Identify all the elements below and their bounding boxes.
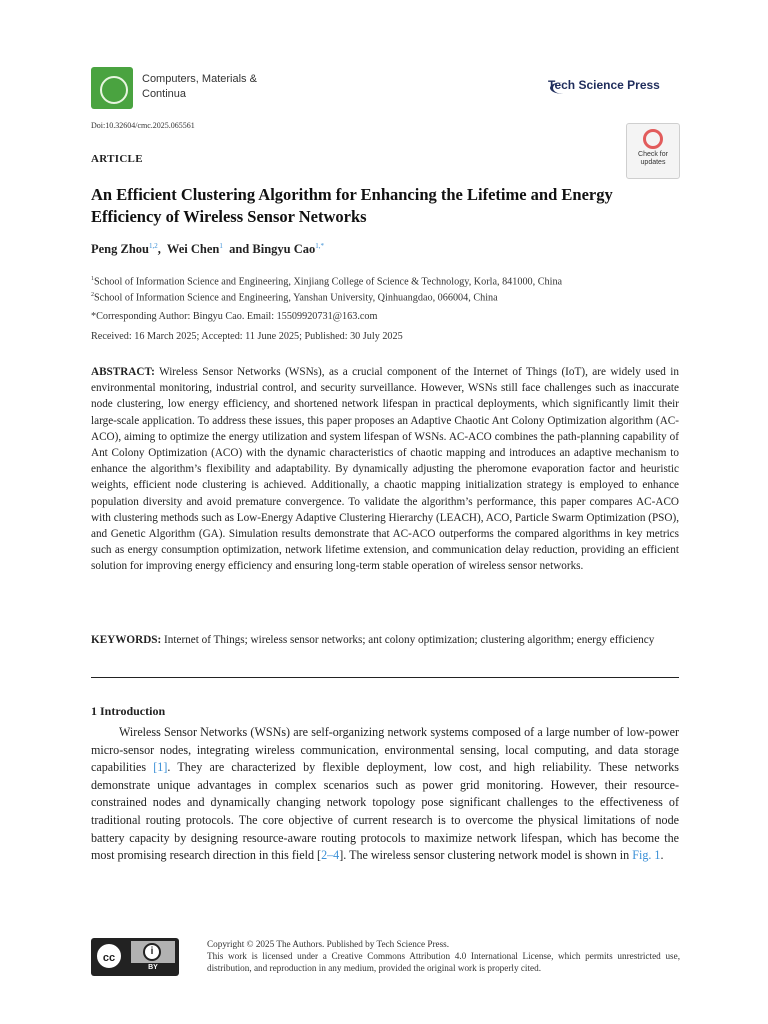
- check-updates-icon: [643, 129, 663, 149]
- affiliation: $^1$School of Information Science and Engineering, Xinjiang College of Science & Technology, Korla, 841000, China: [91, 276, 563, 288]
- author-name[interactable]: Wei Chen: [166, 242, 220, 257]
- article-type-label: ARTICLE: [91, 153, 143, 165]
- section-heading: 1 Introduction: [91, 704, 166, 718]
- attribution-icon: i: [143, 943, 161, 961]
- section-divider: [91, 677, 679, 678]
- license-text: This work is licensed under a Creative Commons Attribution 4.0 International License, which permits unrestricted use, distribution, and reproduction in any medium, provided the original work is properly cited.: [207, 950, 680, 973]
- copyright-text: Copyright © 2025 The Authors. Published by Tech Science Press.: [207, 939, 450, 949]
- publisher-name[interactable]: Tech Science Press: [548, 78, 660, 92]
- figure-link[interactable]: Fig. 1: [632, 848, 661, 863]
- citation-link[interactable]: [1]: [153, 760, 168, 775]
- abstract-text: Wireless Sensor Networks (WSNs), as a crucial component of the Internet of Things (IoT), are widely used in environmental monitoring, industrial control, and security surveillance. However, WSNs still face challenges such as inaccurate node clustering, low energy efficiency, and shortened network lifespan in practical deployments, which significantly limit their large-scale application. To address these issues, this paper proposes an Adaptive Chaotic Ant Colony Optimization algorithm (AC-ACO), aiming to optimize the energy utilization and system lifespan of WSNs. AC-ACO combines the path-planning capability of Ant Colony Optimization (ACO) with the dynamic characteristics of chaotic mapping and introduces an adaptive mechanism to enhance the algorithm’s flexibility and adaptability. By dynamically adjusting the pheromone evaporation factor and heuristic weights, efficient node clustering is achieved. Additionally, a chaotic mapping initialization strategy is employed to enhance population diversity and avoid premature convergence. To validate the algorithm’s performance, this paper compares AC-ACO with clustering methods such as Low-Energy Adaptive Clustering Hierarchy (LEACH), ACO, Particle Swarm Optimization (PSO), and Genetic Algorithm (GA). Simulation results demonstrate that AC-ACO outperforms the compared algorithms in key metrics such as energy consumption optimization, network lifetime extension, and communication delay reduction, providing an efficient solution for improving energy efficiency and ensuring long-term stable operation of wireless sensor networks.: [91, 366, 679, 573]
- by-label: BY: [131, 963, 175, 973]
- intro-paragraph: Wireless Sensor Networks (WSNs) are self-organizing network systems composed of a large number of low-power micro-sensor nodes, integrating wireless communication, environmental sensing, local computing, and data storage capabilities [1]. They are characterized by flexible deployment, low cost, and high reliability. These networks demonstrate unique advantages in complex scenarios such as power grid monitoring. However, their resource-constrained nodes and dynamically changing network topology pose significant challenges to the effectiveness of traditional routing protocols. The core objective of current research is to overcome the physical limitations of node battery capacity by designing resource-aware routing protocols to maximize network lifespan, which has become the most promising research direction in this field [2–4]. The wireless sensor clustering network model is shown in Fig. 1.: [91, 725, 679, 863]
- keywords: [91, 632, 679, 648]
- author-affiliation-mark[interactable]: 1: [219, 242, 223, 250]
- journal-name: Computers, Materials & Continua: [142, 73, 257, 100]
- article-title: An Efficient Clustering Algorithm for Enhancing the Lifetime and Energy Efficiency of Wireless Sensor Networks: [91, 185, 613, 226]
- license-notice: [207, 939, 680, 974]
- corresponding-author: *Corresponding Author: Bingyu Cao. Email: 15509920731@163.com: [91, 311, 378, 322]
- author-affiliation-mark[interactable]: 1,2: [149, 242, 158, 250]
- affiliation: $^2$School of Information Science and Engineering, Yanshan University, Qinhuangdao, 066004, China: [91, 292, 498, 304]
- author-name[interactable]: Peng Zhou: [91, 242, 150, 257]
- doi-link[interactable]: Doi:10.32604/cmc.2025.065561: [91, 121, 195, 130]
- author-affiliation-mark[interactable]: 1,*: [315, 242, 325, 250]
- author-name[interactable]: Bingyu Cao: [252, 242, 316, 257]
- keywords-text: Internet of Things; wireless sensor networks; ant colony optimization; clustering algorithm; energy efficiency: [164, 634, 655, 646]
- abstract-label: ABSTRACT:: [91, 366, 155, 378]
- author-list: Peng Zhou$^{1,2}$, Wei Chen$^1$ and Bingyu Cao$^{1,*}$: [91, 242, 325, 257]
- creative-commons-icon: cc: [95, 942, 123, 970]
- cc-by-license-badge[interactable]: [91, 938, 179, 976]
- publication-dates: Received: 16 March 2025; Accepted: 11 June 2025; Published: 30 July 2025: [91, 331, 403, 342]
- keywords-label: KEYWORDS:: [91, 634, 162, 646]
- citation-link[interactable]: 2–4: [321, 848, 340, 863]
- check-for-updates-button[interactable]: Check for updates: [626, 123, 680, 179]
- journal-logo-icon: [91, 67, 133, 109]
- abstract: [91, 364, 679, 575]
